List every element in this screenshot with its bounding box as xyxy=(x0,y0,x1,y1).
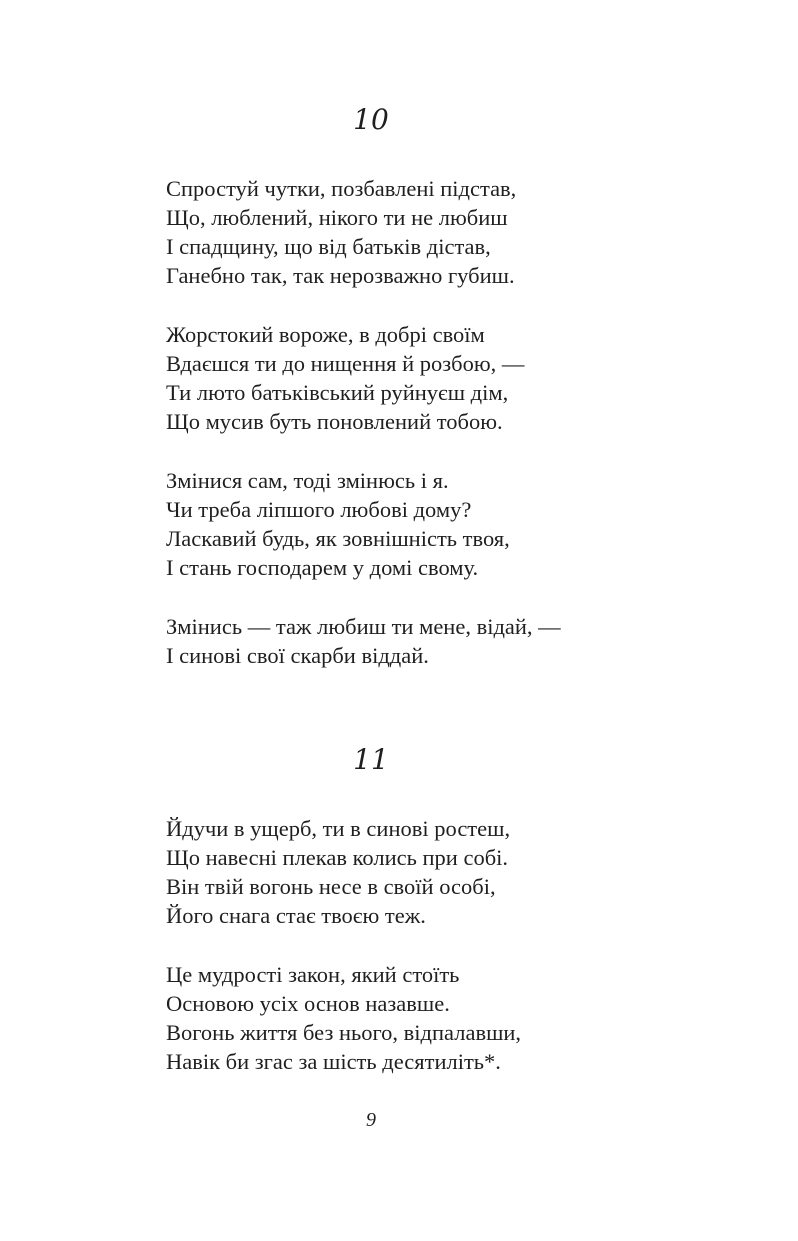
verse-line: Це мудрості закон, який стоїть xyxy=(166,962,460,987)
page-number: 9 xyxy=(366,1109,376,1131)
verse-line: Чи треба ліпшого любові дому? xyxy=(166,497,472,522)
verse-line: Змінись — таж любиш ти мене, відай, — xyxy=(166,614,561,639)
verse-line: Вдаєшся ти до нищення й розбою, — xyxy=(166,351,525,376)
verse-line: Його снага стає твоєю теж. xyxy=(166,903,426,928)
verse-line: Навік би згас за шість десятиліть*. xyxy=(166,1049,501,1074)
verse-line: Що навесні плекав колись при собі. xyxy=(166,845,509,870)
stanza xyxy=(166,320,524,436)
sonnet-number: 11 xyxy=(353,743,389,776)
couplet xyxy=(166,612,561,670)
verse-line: І стань господарем у домі свому. xyxy=(166,555,479,580)
stanza xyxy=(166,174,516,290)
verse-line: Ласкавий будь, як зовнішність твоя, xyxy=(166,526,510,551)
verse-line: Спростуй чутки, позбавлені підстав, xyxy=(166,176,517,201)
verse-line: Ти люто батьківський руйнуєш дім, xyxy=(166,380,509,405)
stanza xyxy=(166,960,521,1076)
verse-line: Вогонь життя без нього, відпалавши, xyxy=(166,1020,522,1045)
verse-line: Йдучи в ущерб, ти в синові ростеш, xyxy=(166,816,511,841)
verse-line: Основою усіх основ назавше. xyxy=(166,991,450,1016)
verse-line: Жорстокий вороже, в добрі своїм xyxy=(166,322,485,347)
verse-line: І синові свої скарби віддай. xyxy=(166,643,429,668)
verse-line: Ганебно так, так нерозважно губиш. xyxy=(166,263,515,288)
sonnet-number: 10 xyxy=(353,103,389,136)
stanza xyxy=(166,466,510,582)
verse-line: Він твій вогонь несе в своїй особі, xyxy=(166,874,496,899)
verse-line: Змінися сам, тоді змінюсь і я. xyxy=(166,468,449,493)
verse-line: Що, люблений, нікого ти не любиш xyxy=(166,205,508,230)
stanza xyxy=(166,814,510,930)
verse-line: Що мусив буть поновлений тобою. xyxy=(166,409,503,434)
verse-line: І спадщину, що від батьків дістав, xyxy=(166,234,491,259)
